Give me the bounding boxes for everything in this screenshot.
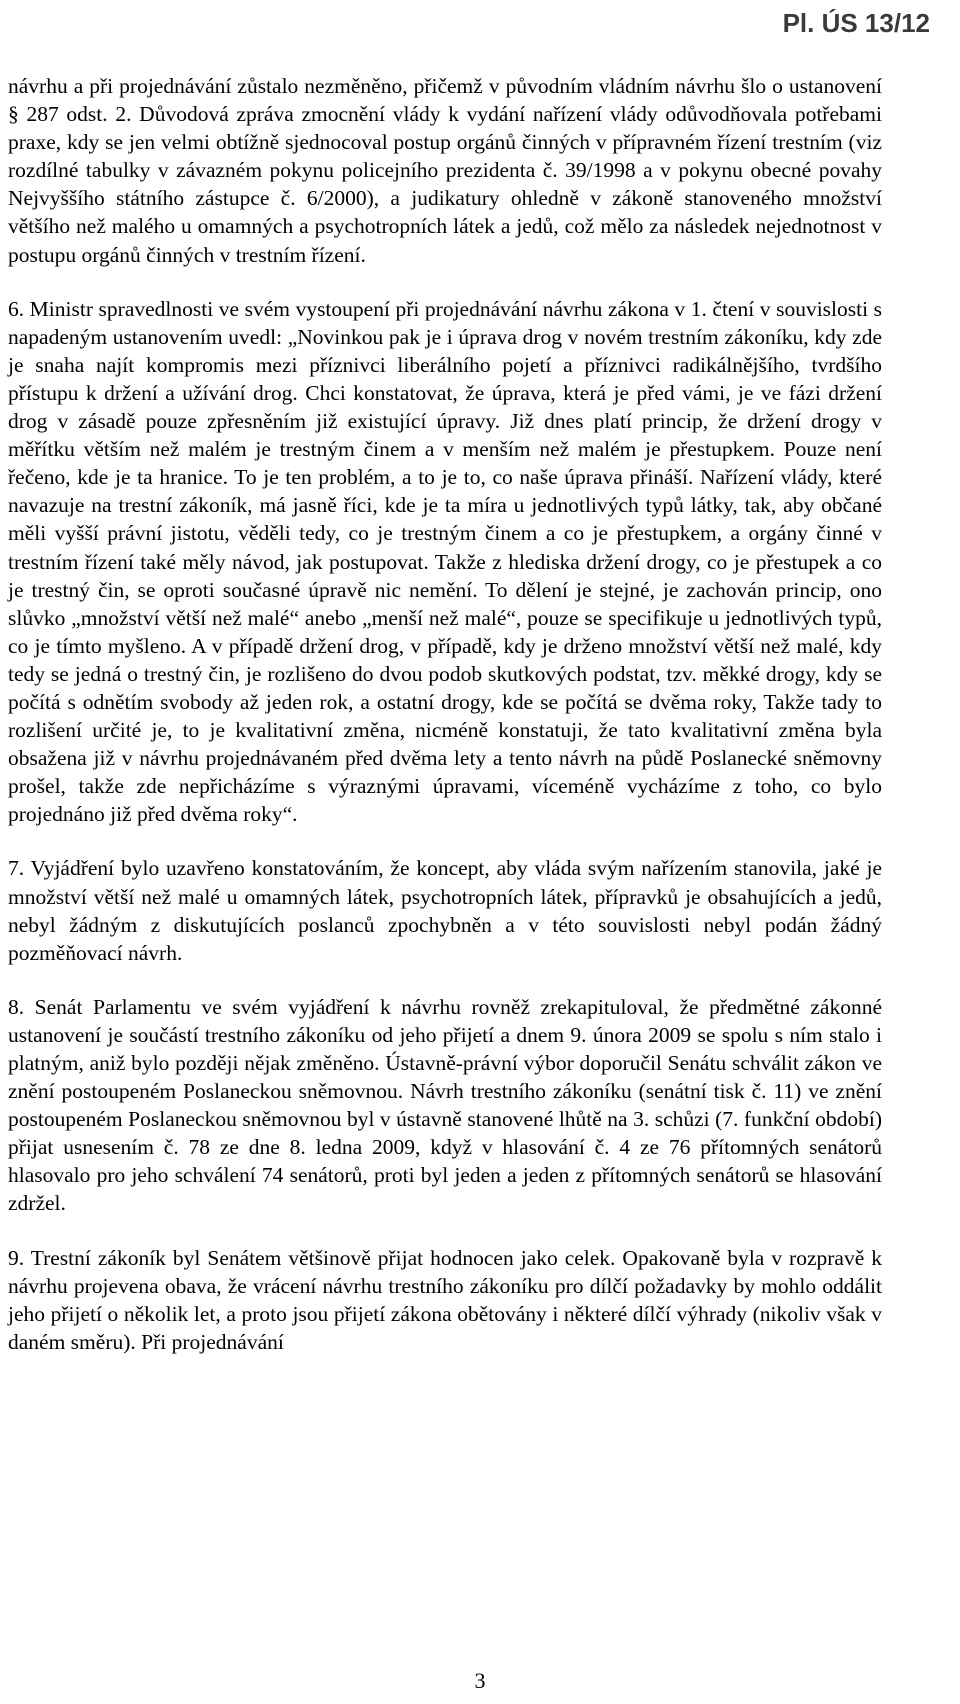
- document-body: [8, 72, 882, 1356]
- page-number: 3: [474, 1668, 486, 1693]
- paragraph-7: 7. Vyjádření bylo uzavřeno konstatováním, že koncept, aby vláda svým nařízením stanovila, jaké je množství větší než malé u omamných látek, psychotropních látek, přípravků je obsahujících a jedů, nebyl žádným z diskutujících poslanců zpochybněn a v této souvislosti nebyl podán žádný pozměňovací návrh.: [8, 856, 882, 965]
- document-reference: Pl. ÚS 13/12: [782, 8, 930, 38]
- paragraph-9: 9. Trestní zákoník byl Senátem většinově přijat hodnocen jako celek. Opakovaně byla v rozpravě k návrhu projevena obava, že vrácení návrhu trestního zákoníku pro dílčí požadavky by mohlo oddálit jeho přijetí o několik let, a proto jsou přijetí zákona obětovány i některé dílčí výhrady (nikoliv však v daném směru). Při projednávání: [8, 1245, 882, 1354]
- paragraph-8: 8. Senát Parlamentu ve svém vyjádření k návrhu rovněž zrekapituloval, že předmětné zákonné ustanovení je součástí trestního zákoníku od jeho přijetí a dnem 9. února 2009 se spolu s ním stalo i platným, aniž bylo později nějak změněno. Ústavně-právní výbor doporučil Senátu schválit zákon ve znění postoupeném Poslaneckou sněmovnou. Návrh trestního zákoníku (senátní tisk č. 11) ve znění postoupeném Poslaneckou sněmovnou byl v ústavně stanovené lhůtě na 3. schůzi (7. funkční období) přijat usnesením č. 78 ze dne 8. ledna 2009, když v hlasování č. 4 ze 76 přítomných senátorů hlasovalo pro jeho schválení 74 senátorů, proti byl jeden a jeden z přítomných senátorů se hlasování zdržel.: [8, 994, 882, 1216]
- paragraph-6: 6. Ministr spravedlnosti ve svém vystoupení při projednávání návrhu zákona v 1. čtení v souvislosti s napadeným ustanovením uvedl: „Novinkou pak je i úprava drog v novém trestním zákoníku, kdy zde je snaha najít kompromis mezi příznivci liberálního pojetí a příznivci radikálnějšího, tvrdšího přístupu k držení a užívání drog. Chci konstatovat, že úprava, která je před vámi, je ve fázi držení drog v zásadě pouze zpřesněním již existující úpravy. Již dnes platí princip, že držení drogy v měřítku větším než malém je trestným činem a v menším než malém je přestupkem. Pouze není řečeno, kde je ta hranice. To je ten problém, a to je to, co naše úprava přináší. Nařízení vlády, které navazuje na trestní zákoník, má jasně říci, kde je ta míra u jednotlivých typů látky, tak, aby občané měli vyšší právní jistotu, věděli tedy, co je trestným činem a co je přestupkem, a orgány činné v trestním řízení také měly návod, jak postupovat. Takže z hlediska držení drogy, co je přestupek a co je trestný čin, se oproti současné úpravě nic nemění. To dělení je stejné, je zachován princip, ono slůvko „množství větší než malé“ anebo „menší než malé“, pouze se specifikuje u jednotlivých typů, co je tímto myšleno. A v případě držení drog, v případě, kdy je drženo množství větší než malé, kdy tedy se jedná o trestný čin, je rozlišeno do dvou podob skutkových podstat, tzv. měkké drogy, kdy se počítá s odnětím svobody až jeden rok, a ostatní drogy, kde se počítá se dvěma roky, Takže tady to rozlišení určité je, to je kvalitativní změna, nicméně konstatuji, že tato kvalitativní změna byla obsažena již v návrhu projednávaném před dvěma lety a tento návrh na půdě Poslanecké sněmovny prošel, takže zde nepřicházíme s výraznými úpravami, víceméně vycházíme z toho, co bylo projednáno již před dvěma roky“.: [8, 296, 882, 827]
- paragraph-continuation: návrhu a při projednávání zůstalo nezměněno, přičemž v původním vládním návrhu šlo o ustanovení § 287 odst. 2. Důvodová zpráva zmocnění vlády k vydání nařízení vlády odůvodňovala potřebami praxe, kdy se jen velmi obtížně sjednocoval postup orgánů činných v přípravném řízení trestním (viz rozdílné tabulky v závazném pokynu policejního prezidenta č. 39/1998 a v pokynu obecné povahy Nejvyššího státního zástupce č. 6/2000), a judikatury ohledně v zákoně stanoveného množství většího než malého u omamných a psychotropních látek a jedů, což mělo za následek nejednotnost v postupu orgánů činných v trestním řízení.: [8, 74, 882, 267]
